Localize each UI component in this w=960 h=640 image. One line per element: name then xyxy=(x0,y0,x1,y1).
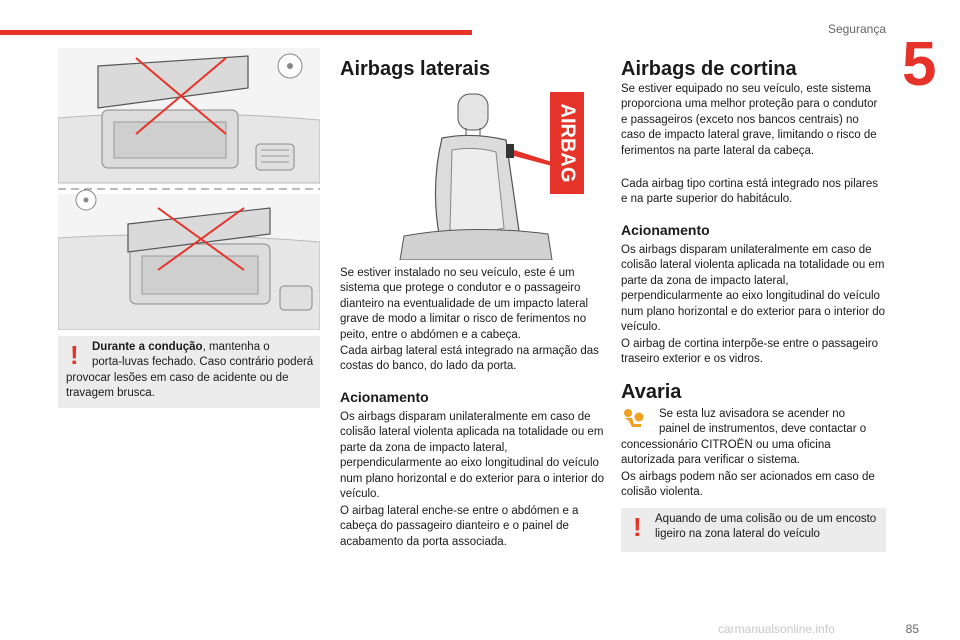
fault-text-line1: Se esta luz avisadora se acender no xyxy=(659,408,846,420)
glovebox-inner-lower xyxy=(142,256,258,294)
fault-text-rest: concessionário CITROËN ou uma oficina autorizada para verificar o sistema. xyxy=(621,438,831,467)
curtain-airbags-position: O airbag de cortina interpõe-se entre o passageiro traseiro exterior e os vidros. xyxy=(621,338,878,366)
curtain-airbags-location: Cada airbag tipo cortina está integrado nos pilares e na parte superior do habitáculo. xyxy=(621,178,878,206)
side-airbags-location: Cada airbag lateral está integrado na armação das costas do banco, do lado da porta. xyxy=(340,345,599,373)
side-airbags-intro: Se estiver instalado no seu veículo, este é um sistema que protege o condutor e o passageiro dianteiro na eventualidade de um impacto lateral grave de modo a limitar o risco de ferimentos no peito, entre o abdómen e a cabeça. xyxy=(340,267,589,341)
watermark: carmanualsonline.info xyxy=(718,622,835,636)
warning-bold-lead: Durante a condução xyxy=(92,341,203,353)
steering-wheel-hub xyxy=(84,198,89,203)
seat-airbag-illustration xyxy=(370,88,585,260)
chapter-number: 5 xyxy=(902,30,937,99)
warning-box-collision xyxy=(621,508,886,552)
page-number: 85 xyxy=(905,622,919,636)
fault-text-line2: painel de instrumentos, deve contactar o xyxy=(659,423,867,436)
section-name: Segurança xyxy=(827,22,886,36)
steering-wheel-hub xyxy=(287,63,293,69)
airbag-warning-lamp-icon xyxy=(621,408,647,430)
fault-text-violent: Os airbags podem não ser acionados em caso de colisão violenta. xyxy=(621,471,875,499)
warning-collision-text: Aquando de uma colisão ou de um encosto ligeiro na zona lateral do veículo xyxy=(655,513,877,541)
warning-text-line1: , mantenha o xyxy=(202,341,270,353)
warning-box-glovebox xyxy=(58,336,320,408)
airbag-module xyxy=(506,144,514,158)
section-title-fault: Avaria xyxy=(621,381,682,403)
section-title-side-airbags: Airbags laterais xyxy=(340,58,491,80)
side-airbags-inflation: O airbag lateral enche-se entre o abdómen e a cabeça do passageiro dianteiro e o painel de acabamento da porta associada. xyxy=(340,505,579,548)
seat-headrest xyxy=(458,94,488,130)
header-accent-bar xyxy=(0,30,472,35)
backrest-cushion xyxy=(450,148,504,232)
seat-drawing xyxy=(370,88,585,260)
airbag-pointer xyxy=(514,150,552,166)
glovebox-drawing xyxy=(58,48,320,330)
curtain-airbags-intro: Se estiver equipado no seu veículo, este sistema proporciona uma melhor proteção para o condutor e passageiros (exceto nos bancos centrais) no caso de impacto lateral grave, limitando o risco de ferimentos na parte lateral da cabeça. xyxy=(621,83,878,157)
section-title-curtain-airbags: Airbags de cortina xyxy=(621,58,797,80)
vent-upper xyxy=(256,144,294,170)
subtitle-activation-curtain: Acionamento xyxy=(621,222,710,238)
glovebox-inner-upper xyxy=(114,122,226,158)
vent-lower xyxy=(280,286,312,310)
curtain-airbags-activation: Os airbags disparam unilateralmente em caso de colisão lateral violenta aplicada na totalidade ou em parte da zona de impacto lateral, perpendicularmente ao eixo longitudinal do veículo num plano horizontal e do exterior para o interior do veículo. xyxy=(621,244,886,334)
airbag-label-text: AIRBAG xyxy=(556,103,579,183)
glovebox-illustration xyxy=(58,48,320,330)
warning-text-rest: porta-luvas fechado. Caso contrário poderá provocar lesões em caso de acidente ou de travagem brusca. xyxy=(66,356,314,400)
warning-exclamation-icon: ! xyxy=(70,340,79,370)
side-airbags-activation: Os airbags disparam unilateralmente em caso de colisão lateral violenta aplicada na totalidade ou em parte da zona de impacto lateral, perpendicularmente ao eixo longitudinal do veículo num plano horizontal e do exterior para o interior do veículo. xyxy=(340,411,605,501)
warning-exclamation-icon: ! xyxy=(633,512,642,542)
seat-cushion xyxy=(400,229,552,260)
subtitle-activation-side: Acionamento xyxy=(340,389,429,405)
